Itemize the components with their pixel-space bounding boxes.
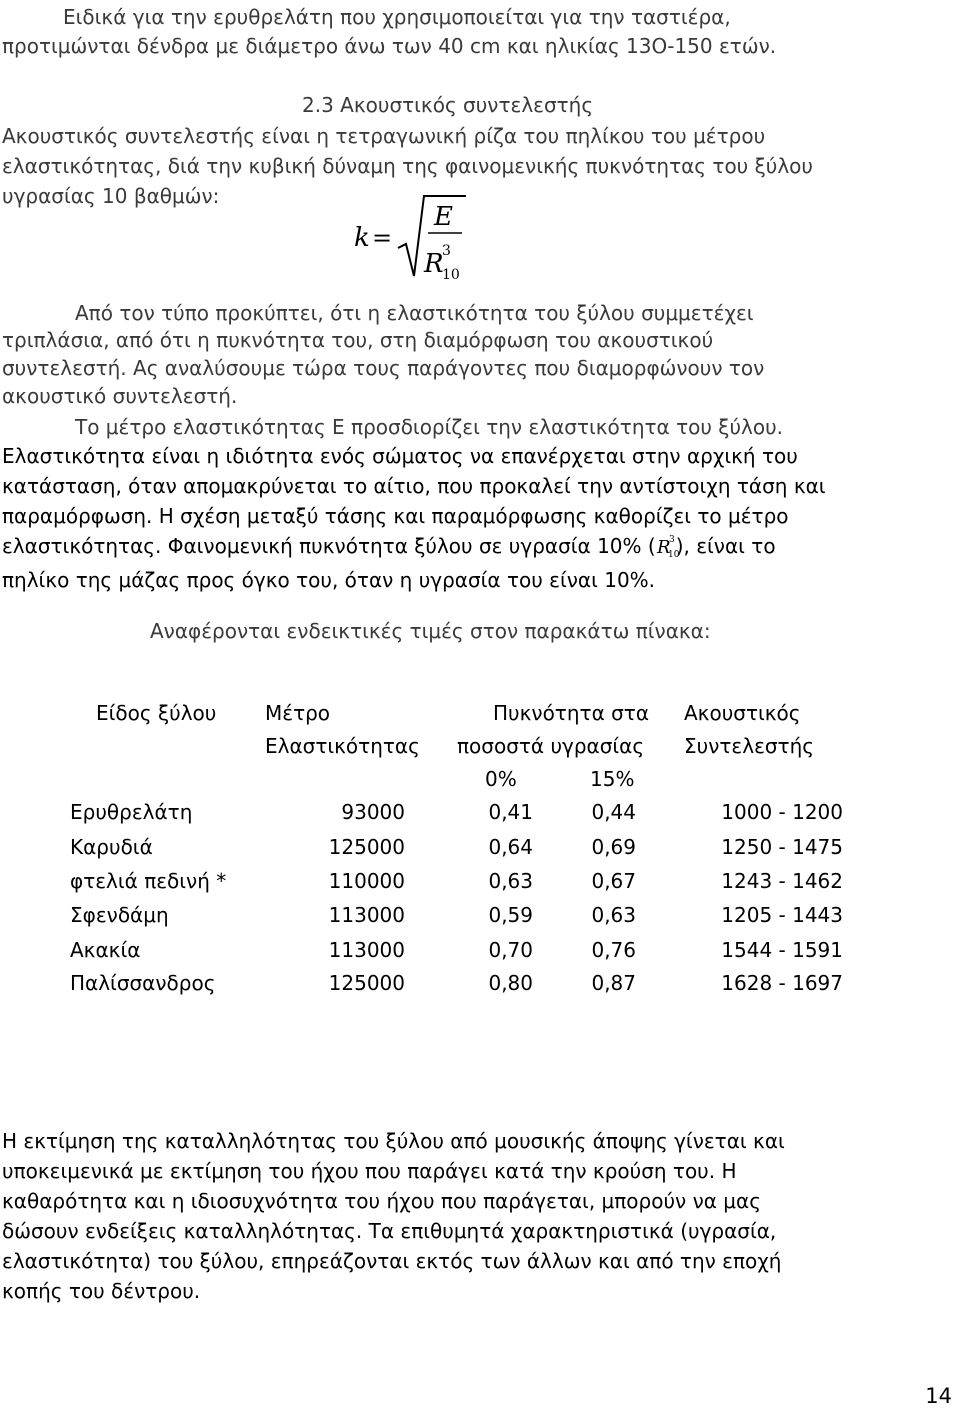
row-species: Σφενδάμη	[70, 903, 169, 927]
svg-text:R: R	[424, 249, 444, 279]
svg-text:E: E	[434, 202, 453, 232]
header-coefficient-line-1: Ακουστικός	[684, 701, 801, 725]
header-density-0: 0%	[485, 767, 517, 791]
page-number: 14	[925, 1384, 952, 1408]
closing-line-6: κοπής του δέντρου.	[2, 1279, 201, 1303]
row-modulus: 125000	[328, 835, 405, 859]
paragraph-1-line-1: Ακουστικός συντελεστής είναι η τετραγωνική ρίζα του πηλίκου του μέτρου	[2, 124, 766, 148]
paragraph-3: Το μέτρο ελαστικότητας Ε προσδιορίζει την ελαστικότητα του ξύλου.	[75, 415, 784, 439]
intro-line-2: προτιμώνται δένδρα με διάμετρο άνω των 40 cm και ηλικίας 13Ο-150 ετών.	[2, 34, 777, 58]
row-modulus: 113000	[328, 903, 405, 927]
row-density-15: 0,67	[591, 869, 636, 893]
svg-text:10: 10	[667, 550, 680, 560]
closing-line-4: δώσουν ενδείξεις καταλληλότητας. Τα επιθυμητά χαρακτηριστικά (υγρασία,	[2, 1219, 777, 1243]
header-density-15: 15%	[590, 767, 635, 791]
svg-text:R: R	[656, 537, 671, 558]
row-density-15: 0,44	[591, 800, 636, 824]
section-heading: 2.3 Ακουστικός συντελεστής	[302, 93, 594, 117]
svg-text:3: 3	[442, 243, 451, 259]
svg-text:10: 10	[442, 267, 460, 283]
header-density-line-1: Πυκνότητα στα	[493, 701, 650, 725]
paragraph-2-line-3: συντελεστή. Ας αναλύσουμε τώρα τους παράγοντες που διαμορφώνουν τον	[2, 356, 765, 380]
density-symbol	[656, 533, 680, 560]
row-species: Ερυθρελάτη	[70, 800, 193, 824]
paragraph-2-line-2: τριπλάσια, από ότι η πυκνότητα του, στη διαμόρφωση του ακουστικού	[2, 328, 714, 352]
row-modulus: 125000	[328, 971, 405, 995]
row-density-15: 0,69	[591, 835, 636, 859]
row-modulus: 110000	[328, 869, 405, 893]
closing-line-3: καθαρότητα και η ιδιοσυχνότητα του ήχου που παράγεται, μπορούν να μας	[2, 1189, 761, 1213]
row-coefficient: 1205 - 1443	[721, 903, 843, 927]
row-species: Ακακία	[70, 938, 141, 962]
row-density-0: 0,70	[488, 938, 533, 962]
paragraph-4-line-3: παραμόρφωση. Η σχέση μεταξύ τάσης και παραμόρφωσης καθορίζει το μέτρο	[2, 504, 789, 528]
header-coefficient-line-2: Συντελεστής	[684, 734, 815, 758]
row-density-15: 0,87	[591, 971, 636, 995]
header-density-line-2: ποσοστά υγρασίας	[457, 734, 645, 758]
acoustic-coefficient-formula	[340, 190, 480, 290]
header-modulus-line-2: Ελαστικότητας	[265, 734, 420, 758]
row-density-0: 0,80	[488, 971, 533, 995]
row-coefficient: 1000 - 1200	[721, 800, 843, 824]
paragraph-4-line-4-start: ελαστικότητας. Φαινομενική πυκνότητα ξύλου σε υγρασία 10% (	[2, 534, 656, 558]
paragraph-2-line-4: ακουστικό συντελεστή.	[2, 384, 238, 408]
row-coefficient: 1544 - 1591	[721, 938, 843, 962]
paragraph-2-line-1: Από τον τύπο προκύπτει, ότι η ελαστικότητα του ξύλου συμμετέχει	[75, 301, 754, 325]
row-coefficient: 1628 - 1697	[721, 971, 843, 995]
row-species: φτελιά πεδινή *	[70, 869, 227, 893]
paragraph-1-line-2: ελαστικότητας, διά την κυβική δύναμη της φαινομενικής πυκνότητας του ξύλου	[2, 154, 813, 178]
closing-line-1: Η εκτίμηση της καταλληλότητας του ξύλου από μουσικής άποψης γίνεται και	[2, 1129, 785, 1153]
svg-text:=: =	[372, 224, 393, 252]
paragraph-4-line-2: κατάσταση, όταν απομακρύνεται το αίτιο, που προκαλεί την αντίστοιχη τάση και	[2, 474, 826, 498]
closing-line-2: υποκειμενικά με εκτίμηση του ήχου που παράγει κατά την κρούση του. Η	[2, 1159, 737, 1183]
header-modulus-line-1: Μέτρο	[265, 701, 331, 725]
paragraph-4-line-1: Ελαστικότητα είναι η ιδιότητα ενός σώματος να επανέρχεται στην αρχική του	[2, 444, 798, 468]
intro-line-1: Ειδικά για την ερυθρελάτη που χρησιμοποιείται για την ταστιέρα,	[63, 5, 731, 29]
row-modulus: 93000	[341, 800, 405, 824]
row-density-15: 0,63	[591, 903, 636, 927]
svg-text:3: 3	[668, 535, 675, 545]
row-coefficient: 1250 - 1475	[721, 835, 843, 859]
table-intro: Αναφέρονται ενδεικτικές τιμές στον παρακάτω πίνακα:	[150, 619, 711, 643]
row-density-0: 0,64	[488, 835, 533, 859]
row-density-15: 0,76	[591, 938, 636, 962]
closing-line-5: ελαστικότητα) του ξύλου, επηρεάζονται εκτός των άλλων και από την εποχή	[2, 1249, 782, 1273]
row-species: Καρυδιά	[70, 835, 153, 859]
row-density-0: 0,41	[488, 800, 533, 824]
row-density-0: 0,63	[488, 869, 533, 893]
svg-text:k: k	[354, 223, 370, 253]
row-species: Παλίσσανδρος	[70, 971, 216, 995]
paragraph-4-line-5: πηλίκο της μάζας προς όγκο του, όταν η υγρασία του είναι 10%.	[2, 568, 656, 592]
paragraph-4-line-4	[2, 532, 776, 560]
paragraph-1-line-3: υγρασίας 10 βαθμών:	[2, 184, 220, 208]
row-modulus: 113000	[328, 938, 405, 962]
header-species: Είδος ξύλου	[96, 701, 217, 725]
paragraph-4-line-4-end: ), είναι το	[675, 534, 776, 558]
row-coefficient: 1243 - 1462	[721, 869, 843, 893]
row-density-0: 0,59	[488, 903, 533, 927]
